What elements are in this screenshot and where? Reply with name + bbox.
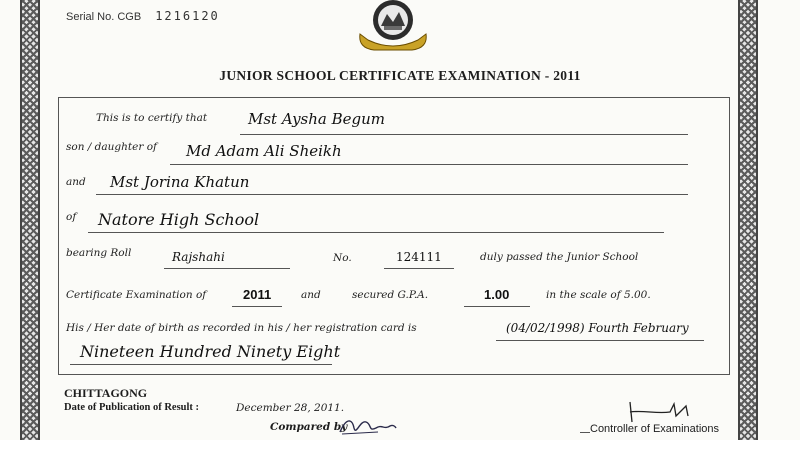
- gpa-scale-text: in the scale of 5.00.: [546, 289, 651, 301]
- roll-number: 124111: [396, 250, 442, 264]
- student-name-rule: [240, 134, 688, 135]
- exam-year-rule: [232, 306, 282, 307]
- mother-label: and: [66, 176, 86, 188]
- board-city: CHITTAGONG: [64, 386, 148, 400]
- compared-signature-icon: [338, 414, 398, 438]
- school-name-rule: [88, 232, 664, 233]
- exam-year: 2011: [243, 287, 272, 302]
- student-name: Mst Aysha Begum: [248, 110, 386, 128]
- school-name: Natore High School: [98, 210, 260, 229]
- roll-no-label: No.: [333, 252, 352, 264]
- dob-value-rule: [496, 340, 704, 341]
- right-decorative-border: [738, 0, 758, 440]
- exam-and-text: and: [301, 289, 321, 301]
- school-label: of: [66, 211, 77, 223]
- passed-text: duly passed the Junior School: [480, 251, 639, 263]
- compared-by-label: Compared by: [270, 421, 348, 433]
- parent-label: son / daughter of: [66, 141, 157, 153]
- roll-value-rule: [164, 268, 290, 269]
- publication-label: Date of Publication of Result :: [64, 402, 200, 413]
- dob-words: Nineteen Hundred Ninety Eight: [80, 342, 341, 361]
- roll-number-rule: [384, 268, 454, 269]
- dob-label: His / Her date of birth as recorded in his / her registration card is: [66, 322, 417, 334]
- roll-value: Rajshahi: [172, 250, 225, 264]
- father-name: Md Adam Ali Sheikh: [186, 142, 342, 160]
- board-emblem-icon: [354, 0, 432, 52]
- exam-title: JUNIOR SCHOOL CERTIFICATE EXAMINATION - 2011: [219, 68, 581, 83]
- certify-label: This is to certify that: [96, 112, 208, 124]
- mother-name-rule: [96, 194, 688, 195]
- serial-number: [66, 9, 220, 23]
- controller-label: Controller of Examinations: [590, 423, 720, 435]
- left-decorative-border: [20, 0, 40, 440]
- gpa-rule: [464, 306, 530, 307]
- dob-value: (04/02/1998) Fourth February: [506, 321, 689, 335]
- exam-label: Certificate Examination of: [66, 289, 207, 301]
- serial-label: Serial No. CGB: [66, 11, 142, 23]
- mother-name: Mst Jorina Khatun: [110, 173, 250, 191]
- dob-words-rule: [70, 364, 332, 365]
- serial-value: 1216120: [155, 9, 220, 23]
- father-name-rule: [170, 164, 688, 165]
- roll-label: bearing Roll: [66, 247, 132, 259]
- gpa-value: 1.00: [484, 287, 510, 302]
- gpa-label: secured G.P.A.: [352, 289, 429, 301]
- controller-dash: [580, 432, 590, 433]
- publication-date: December 28, 2011.: [236, 402, 345, 414]
